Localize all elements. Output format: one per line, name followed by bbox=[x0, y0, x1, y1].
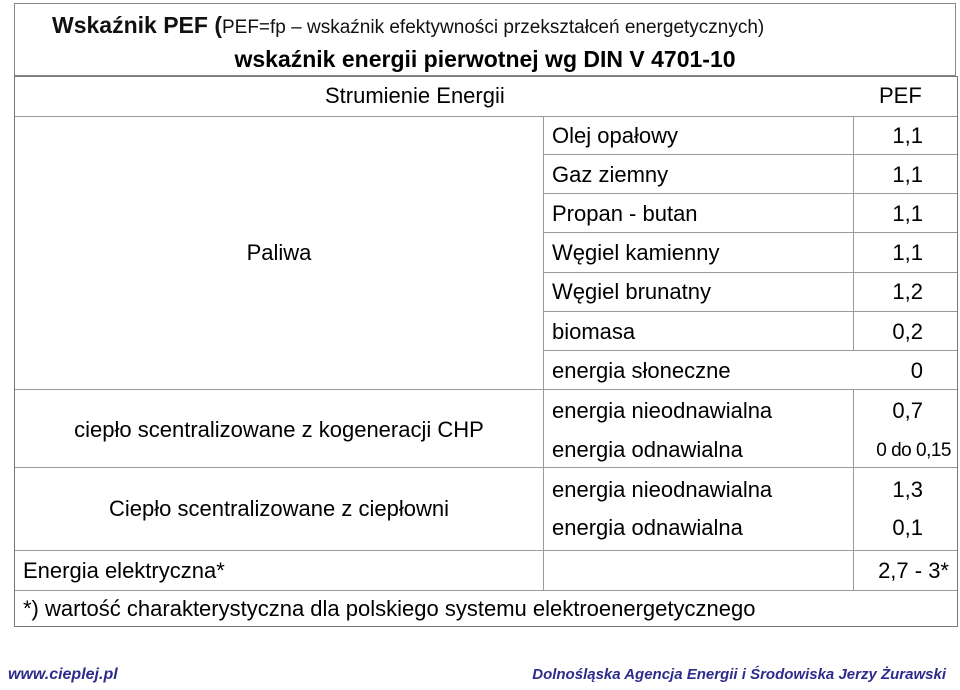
hline-r5 bbox=[543, 311, 957, 312]
page-title bbox=[52, 12, 764, 39]
row-name: energia odnawialna bbox=[552, 437, 743, 462]
hline-r2 bbox=[543, 193, 957, 194]
row-value: 1,1 bbox=[892, 123, 923, 148]
title-sub: PEF=fp – wskaźnik efektywności przekształceń energetycznych) bbox=[221, 17, 765, 38]
group-elektryczna: Energia elektryczna* bbox=[23, 558, 225, 583]
row-value: 0 bbox=[910, 358, 923, 383]
row-value: 0,1 bbox=[892, 515, 923, 540]
row-value: 1,1 bbox=[892, 240, 923, 265]
header-pef: PEF bbox=[879, 83, 922, 108]
hline-r1 bbox=[543, 154, 957, 155]
row-name: energia nieodnawialna bbox=[552, 477, 773, 502]
row-value: 0,2 bbox=[892, 319, 923, 344]
footer-agency: Dolnośląska Agencja Energii i Środowiska Jerzy Żurawski bbox=[532, 666, 946, 683]
hline-r4 bbox=[543, 272, 957, 273]
row-value: 1,1 bbox=[892, 162, 923, 187]
group-cieplownia: Ciepło scentralizowane z ciepłowni bbox=[109, 496, 449, 521]
group-chp: ciepło scentralizowane z kogeneracji CHP bbox=[74, 417, 484, 442]
row-value: 1,1 bbox=[892, 201, 923, 226]
hline-elektryczna bbox=[15, 590, 957, 591]
row-name: Węgiel brunatny bbox=[552, 279, 711, 304]
title-main: Wskaźnik PEF ( bbox=[52, 12, 222, 38]
row-name: energia odnawialna bbox=[552, 515, 743, 540]
row-value: 1,3 bbox=[892, 477, 923, 502]
row-name: energia nieodnawialna bbox=[552, 398, 773, 423]
vline-left bbox=[543, 116, 544, 590]
row-name: Węgiel kamienny bbox=[552, 240, 720, 265]
footer-website[interactable]: www.cieplej.pl bbox=[8, 666, 118, 683]
hline-r6 bbox=[543, 350, 957, 351]
row-value: 0 do 0,15 bbox=[876, 440, 951, 461]
elektryczna-value: 2,7 - 3* bbox=[878, 558, 949, 583]
hline-paliwa bbox=[15, 389, 957, 390]
group-paliwa: Paliwa bbox=[246, 240, 312, 265]
row-name: Propan - butan bbox=[552, 201, 698, 226]
title-box bbox=[14, 3, 956, 76]
hline-cieplownia bbox=[15, 550, 957, 551]
hline-header bbox=[15, 116, 957, 117]
row-value: 1,2 bbox=[892, 279, 923, 304]
row-name: Gaz ziemny bbox=[552, 162, 669, 187]
row-name: biomasa bbox=[552, 319, 636, 344]
vline-elek bbox=[543, 550, 544, 590]
hline-r3 bbox=[543, 232, 957, 233]
vline-right-upper bbox=[853, 116, 854, 350]
header-strumienie: Strumienie Energii bbox=[325, 83, 505, 108]
footnote: *) wartość charakterystyczna dla polskiego systemu elektroenergetycznego bbox=[23, 596, 756, 621]
row-value: 0,7 bbox=[892, 398, 923, 423]
row-name: energia słoneczne bbox=[552, 358, 731, 383]
pef-table bbox=[14, 76, 958, 627]
page-subtitle: wskaźnik energii pierwotnej wg DIN V 4701-10 bbox=[234, 46, 736, 72]
hline-chp bbox=[15, 467, 957, 468]
row-name: Olej opałowy bbox=[552, 123, 678, 148]
